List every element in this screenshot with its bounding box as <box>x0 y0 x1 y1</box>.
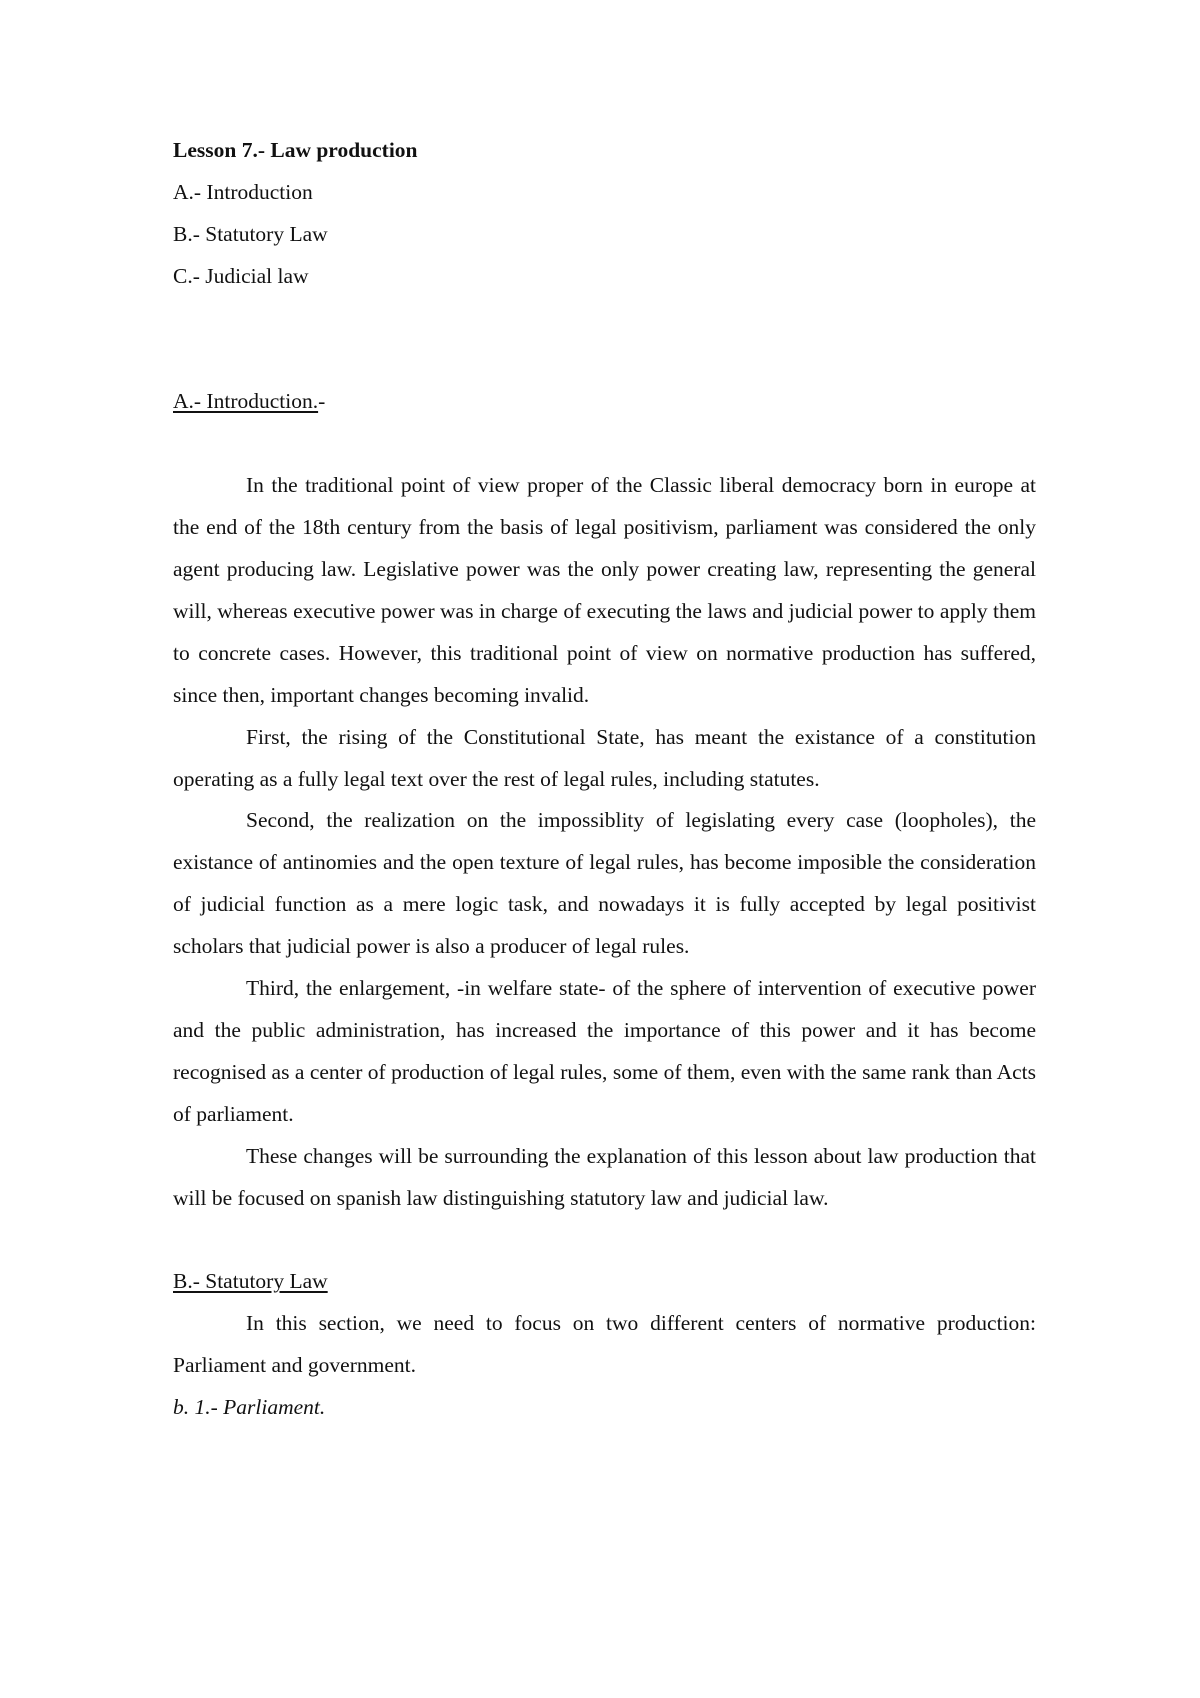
spacer <box>173 423 1036 465</box>
section-a-paragraph-3: Second, the realization on the impossiblity of legislating every case (loopholes), the existance of antinomies and the open texture of legal rules, has become imposible the consideration of judicial function as a mere logic task, and nowadays it is fully accepted by legal positivist scholars that judicial power is also a producer of legal rules. <box>173 808 1036 959</box>
toc-item-statutory-law: B.- Statutory Law <box>173 221 328 246</box>
section-a-heading-line <box>173 381 1036 423</box>
spacer <box>173 298 1036 382</box>
section-b-paragraph-1: In this section, we need to focus on two different centers of normative production: Parliament and government. <box>173 1311 1036 1378</box>
section-b-heading-line <box>173 1261 1036 1303</box>
toc-item-introduction: A.- Introduction <box>173 179 313 204</box>
section-a-paragraph-4: Third, the enlargement, -in welfare state- of the sphere of intervention of executive power and the public administration, has increased the importance of this power and it has become recognised as a center of production of legal rules, some of them, even with the same rank than Acts of parliament. <box>173 976 1036 1126</box>
section-a-paragraph-5: These changes will be surrounding the explanation of this lesson about law production that will be focused on spanish law distinguishing statutory law and judicial law. <box>173 1143 1036 1210</box>
spacer <box>173 1220 1036 1262</box>
toc-item-judicial-law: C.- Judicial law <box>173 263 309 288</box>
section-b-heading: B.- Statutory Law <box>173 1269 328 1294</box>
document-page <box>173 130 1036 1429</box>
table-of-contents <box>173 172 1036 298</box>
section-a-heading-suffix: - <box>318 389 326 414</box>
lesson-title: Lesson 7.- Law production <box>173 138 418 162</box>
section-a-heading: A.- Introduction. <box>173 389 319 414</box>
section-a-paragraph-2: First, the rising of the Constitutional State, has meant the existance of a constitution operating as a fully legal text over the rest of legal rules, including statutes. <box>173 724 1036 791</box>
section-a-paragraph-1: In the traditional point of view proper of the Classic liberal democracy born in europe at the end of the 18th century from the basis of legal positivism, parliament was considered the only agent producing law. Legislative power was the only power creating law, representing the general will, whereas executive power was in charge of executing the laws and judicial power to apply them to concrete cases. However, this traditional point of view on normative production has suffered, since then, important changes becoming invalid. <box>173 473 1036 707</box>
section-b-subheading: b. 1.- Parliament. <box>173 1395 326 1420</box>
